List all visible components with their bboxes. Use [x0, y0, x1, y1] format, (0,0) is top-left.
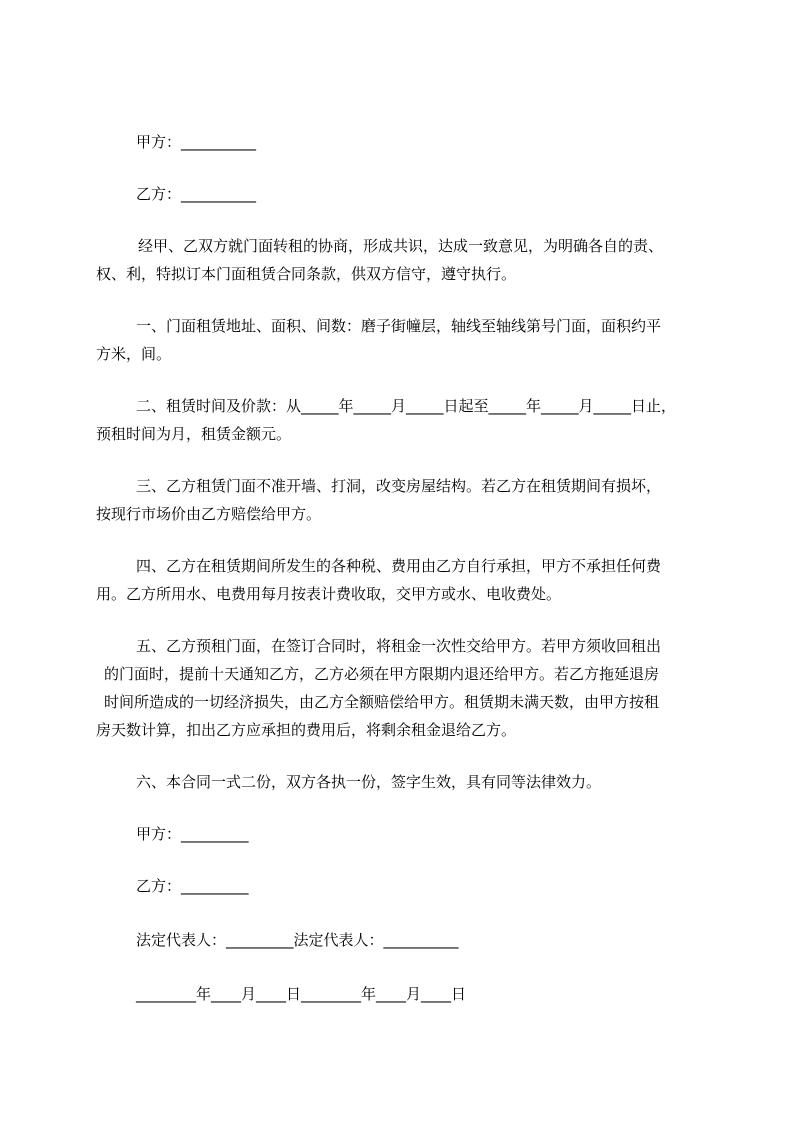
intro-line-1: 经甲、乙双方就门面转租的协商，形成共识，达成一致意见，为明确各自的责、 [138, 237, 664, 255]
signature-party-a: 甲方：_________ [136, 825, 249, 843]
header-party-b: 乙方：__________ [136, 185, 257, 203]
clause-1 [96, 312, 708, 368]
clause-6: 六、本合同一式二份，双方各执一份，签字生效，具有同等法律效力。 [136, 773, 602, 791]
clause-2 [96, 392, 708, 448]
signature-date: ________年____月____日________年____月____日 [136, 985, 467, 1003]
clause-5-line-4: 房天数计算，扣出乙方应承担的费用后，将剩余租金退给乙方。 [96, 721, 517, 739]
clause-2-line-2: 预租时间为月，租赁金额元。 [96, 425, 292, 443]
clause-5-line-1: 五、乙方预租门面，在签订合同时，将租金一次性交给甲方。若甲方须收回租出 [136, 637, 662, 655]
signature-party-b: 乙方：_________ [136, 877, 249, 895]
clause-3 [96, 472, 708, 528]
clause-3-line-2: 按现行市场价由乙方赔偿给甲方。 [96, 505, 322, 523]
signature-legal-rep: 法定代表人：_________法定代表人：__________ [136, 931, 459, 949]
clause-5-line-2: 的门面时，提前十天通知乙方，乙方必须在甲方限期内退还给甲方。若乙方拖延退房 [104, 665, 660, 683]
intro-line-2: 权、利，特拟订本门面租赁合同条款，供双方信守，遵守执行。 [96, 265, 517, 283]
clause-4-line-2: 用。乙方所用水、电费用每月按表计费收取，交甲方或水、电收费处。 [96, 585, 562, 603]
clause-1-line-2: 方米，间。 [96, 345, 172, 363]
clause-5-line-3: 时间所造成的一切经济损失，由乙方全额赔偿给甲方。租赁期未满天数，由甲方按租 [104, 693, 660, 711]
clause-3-line-1: 三、乙方租赁门面不准开墙、打洞，改变房屋结构。若乙方在租赁期间有损坏， [136, 477, 662, 495]
intro-paragraph [96, 232, 708, 288]
clause-4 [96, 552, 708, 608]
clause-5 [96, 632, 708, 744]
clause-4-line-1: 四、乙方在租赁期间所发生的各种税、费用由乙方自行承担，甲方不承担任何费 [136, 557, 662, 575]
clause-1-line-1: 一、门面租赁地址、面积、间数：磨子街幢层，轴线至轴线第号门面，面积约平 [136, 317, 662, 335]
clause-2-line-1: 二、租赁时间及价款：从_____年_____月_____日起至_____年_____月_____日止， [136, 397, 677, 415]
header-party-a: 甲方：__________ [136, 133, 257, 151]
